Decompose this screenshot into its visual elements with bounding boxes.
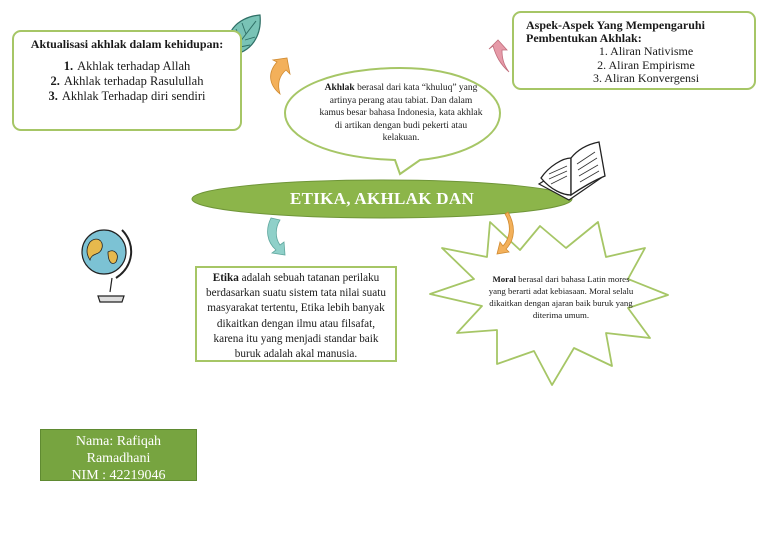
list-item: 2. Aliran Empirisme xyxy=(597,57,695,72)
aktualisasi-box xyxy=(12,30,242,131)
etika-term: Etika xyxy=(212,272,239,284)
author-name-line1: Nama: Rafiqah xyxy=(75,434,162,449)
aktualisasi-title: Aktualisasi akhlak dalam kehidupan: xyxy=(30,37,224,51)
list-item xyxy=(20,89,234,104)
moral-definition xyxy=(486,273,636,331)
aspek-title: Aspek-Aspek Yang Mempengaruhi Pembentukan Akhlak: xyxy=(526,18,705,45)
curved-arrow-icon xyxy=(489,40,509,72)
aspek-list xyxy=(546,45,746,86)
list-item: 1. Aliran Nativisme xyxy=(598,44,694,58)
aktualisasi-list xyxy=(20,59,234,104)
etika-box xyxy=(195,266,397,362)
author-box xyxy=(40,429,197,481)
akhlak-definition xyxy=(318,82,484,146)
curved-arrow-icon xyxy=(271,58,290,94)
aspek-box xyxy=(512,11,756,90)
etika-definition xyxy=(201,271,391,362)
list-text: Akhlak terhadap Rasulullah xyxy=(63,74,204,88)
list-number: 2. xyxy=(50,74,60,88)
list-number: 1. xyxy=(63,59,74,73)
moral-term: Moral xyxy=(492,274,516,284)
moral-text: berasal dari bahasa Latin mores yang berarti adat kebiasaan. Moral selalu dikaitkan dengan ajaran baik buruk yang diterima umum. xyxy=(488,274,634,320)
globe-icon xyxy=(82,230,131,302)
akhlak-text: berasal dari kata “khuluq” yang artinya perang atau tabiat. Dan dalam kamus besar bahasa Indonesia, kata akhlak di artikan dengan budi pekerti atau kelakuan. xyxy=(319,83,483,143)
list-text: Akhlak terhadap Allah xyxy=(77,59,191,73)
list-number: 3. xyxy=(48,89,58,103)
akhlak-term: Akhlak xyxy=(324,83,355,93)
list-text: Akhlak Terhadap diri sendiri xyxy=(61,89,206,103)
etika-text: adalah sebuah tatanan perilaku berdasarkan suatu sistem tata nilai suatu masyarakat tertentu, Etika lebih banyak dikaitkan dengan ilmu atau filsafat, karena itu yang menjadi standar baik buruk adalah akal manusia. xyxy=(206,272,386,361)
curved-arrow-icon xyxy=(268,218,285,255)
list-item: 3. Aliran Konvergensi xyxy=(592,71,700,85)
list-item xyxy=(20,59,234,74)
author-nim: NIM : 42219046 xyxy=(71,468,166,481)
list-item xyxy=(20,74,234,89)
author-name-line2: Ramadhani xyxy=(86,451,151,466)
central-title: ETIKA, AKHLAK DAN xyxy=(289,189,475,208)
